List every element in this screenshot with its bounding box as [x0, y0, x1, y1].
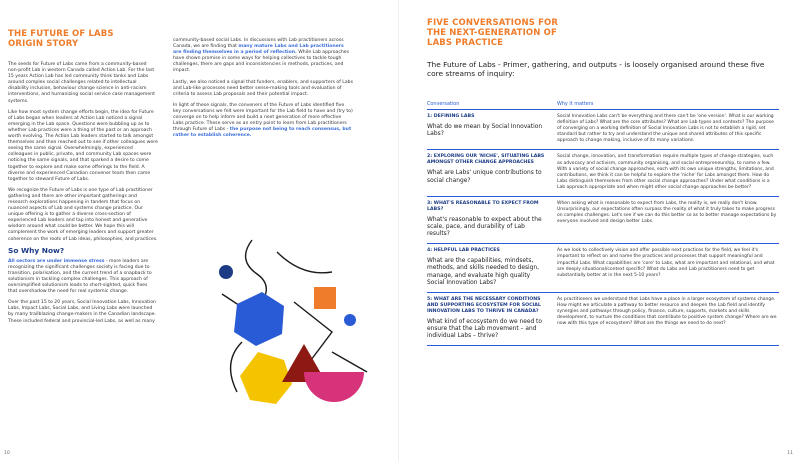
- page-spine: [398, 0, 399, 461]
- right-title-line-2: THE NEXT-GENERATION OF: [427, 28, 557, 38]
- conversation-label: 4: HELPFUL LAB PRACTICES: [427, 248, 500, 254]
- conversation-question: What kind of ecosystem do we need to ensure that the Lab movement – and individual Labs – thrive?: [427, 318, 542, 339]
- navy-dot: [219, 265, 233, 279]
- conversation-cell: [427, 297, 557, 340]
- right-page-title: [427, 18, 727, 48]
- conversation-question: What's reasonable to expect about the scale, pace, and durability of Lab results?: [427, 217, 542, 238]
- origin-paragraph-2: Like how most system change efforts begin, the idea for Future of Labs began when leaders at Action Lab noticed a signal emerging in the Lab space. Questions were bubbling up as to whether Lab practices were a thing of the past or an approach worth evolving. The Action Lab leaders started to talk amongst themselves and then reached out to see if other colleagues were seeing the same signal. Overwhelmingly, experienced colleagues in public, private, and community Lab spaces were noticing the same signals, and that sparked a desire to come together to explore and make some offerings to the field. A diverse and experienced Canadian convener team then came together to steward Future of Labs.: [8, 109, 158, 182]
- col2-p1-text-a: community-based social Labs. In discussions with Lab practitioners across Canada, we are finding that: [173, 38, 344, 50]
- conversation-label: 3: WHAT'S REASONABLE TO EXPECT FROM LABS?: [427, 201, 539, 213]
- table-row: [427, 150, 779, 197]
- curve-line-2: [277, 252, 332, 273]
- col2-paragraph-2: Lastly, we also noticed a signal that funders, enablers, and supporters of Labs and Lab-like processes need better sense-making tools and evaluation of criteria to assess Lab proposals and their potential impact.: [173, 79, 353, 97]
- orange-square: [314, 287, 336, 309]
- why-cell: Social Innovation Labs can't be everything and there can't be 'one version'. What is our working definition of Labs? What are the core attributes? What are Lab types and contexts? The purpose of converging on a working definition of Social Innovation Labs is not to establish a rigid, set standard but rather to try and understand the unique and shared attributes of this specific approach to change making, inclusive of its many variations.: [557, 114, 774, 144]
- why-now-paragraph-2: Over the past 15 to 20 years, Social Innovation Labs, Innovation Labs, Impact Labs, Social Labs, and Living Labs were launched by many trailblazing change-makers in the Canadian landscape. These included federal and provincial-led Labs, as well as many: [8, 300, 157, 324]
- yellow-hexagon: [240, 352, 292, 404]
- conversation-question: What are the capabilities, mindsets, methods, and skills needed to design, manage, and evaluate high quality Social Innovation Labs?: [427, 258, 540, 286]
- table-row: [427, 197, 779, 244]
- blue-hexagon: [234, 292, 284, 346]
- right-title-line-1: FIVE CONVERSATIONS FOR: [427, 18, 559, 28]
- column-header-why: Why it matters: [557, 101, 594, 107]
- col2-p1-text-b: While Lab approaches have shown promise in some ways for helping collectives to tackle tough challenges, there are gaps and inconsistencies in methods, practices, and impact.: [173, 50, 349, 74]
- left-title-line-2: ORIGIN STORY: [8, 39, 79, 49]
- conversation-cell: [427, 201, 557, 238]
- origin-paragraph-3: We recognize the Future of Labs is one type of Lab practitioner gathering and there are other important gatherings and research explorations happening in tandem that focus on nuanced aspects of Lab and systems change practice. Our unique offering is to gather a diverse cross-section of experienced Lab leaders and tap into honest and generative wisdom around what could be better. We hope this will complement the work of emerging leaders and support greater coherence on the roots of Lab ideas, philosophies, and practices.: [8, 187, 158, 242]
- right-title-line-3: LABS PRACTICE: [427, 38, 504, 48]
- why-now-paragraph-1: [8, 259, 158, 296]
- col2-p3-highlight: the purpose not being to reach consensus, but rather to establish coherence.: [173, 127, 352, 139]
- geometric-illustration: [182, 232, 392, 457]
- why-now-heading: So Why Now?: [8, 245, 65, 255]
- why-cell: As we look to collectively vision and offer possible next practices for the field, we feel it's important to reflect on and name the practices and processes that support meaningful and impactful Labs. What capabilities are 'core' to Labs, what are important and relational, and what are deeply situational/context specific? What do Labs and Lab practitioners need to get substantially better at in the next 5-10 years?: [557, 248, 775, 278]
- left-column-2: [173, 38, 353, 144]
- conversation-cell: [427, 114, 557, 144]
- conversation-cell: [427, 154, 557, 191]
- conversation-question: What are Labs' unique contributions to social change?: [427, 170, 542, 184]
- origin-paragraph-1: The seeds for Future of Labs came from a community-based non-profit Lab in western Canada called Action Lab. For the last 15 years Action Lab has led community think tanks and Labs around complex social challenges related to intellectual disability inclusion, behaviour change science in anti-racism interventions, and humanizing social service case management systems.: [8, 62, 155, 104]
- why-now-text: - more leaders are recognizing the significant challenges society is facing due to transition, polarisation, and the current trend of a snapback to solutionism in tackling complex challenges. This approach of oversimplified solutionism leads to short-sighted, quick fixes that overshadow the need for real systemic change.: [8, 258, 152, 295]
- blue-dot: [344, 314, 356, 326]
- left-page-title: [8, 29, 138, 49]
- table-row: [427, 110, 779, 150]
- left-column-1: [8, 62, 158, 330]
- page-number-left: 10: [4, 451, 10, 456]
- col2-p3-text: In light of these signals, the conveners of the Future of Labs identified five key conversations we felt were important for the Lab field to have and (try to) converge on to help inform and build a next generation of more effective Labs practice. These serve as an entry point to learn from Lab practitioners through Future of Labs -: [173, 102, 353, 133]
- curve-line-3: [231, 342, 242, 392]
- left-title-line-1: THE FUTURE OF LABS: [8, 29, 114, 39]
- intro-text: The Future of Labs - Primer, gathering, and outputs - is loosely organised around these five core streams of inquiry:: [427, 60, 765, 78]
- conversation-question: What do we mean by Social Innovation Labs?: [427, 124, 543, 138]
- conversations-table: [427, 98, 779, 346]
- why-cell: As practitioners we understand that Labs have a place in a larger ecosystem of systems change. How might we articulate a pathway to better resource and deepen the Lab field and identify synergies and pathways through policy, finance, culture, supports, markets and skills development, to nurture the conditions that contribute to positive system change? Where are we now with this type of ecosystem? What are the things we need to do next?: [557, 296, 777, 327]
- why-now-highlight: All sectors are under immense stress: [8, 258, 105, 264]
- table-header: [427, 98, 779, 110]
- column-header-conversation: Conversation: [427, 101, 460, 107]
- why-cell: Social change, innovation, and transformation require multiple types of change strategies, such as advocacy and activism, community organising, and social entrepreneurship, to name a few. With a variety of social change approaches, each with its own unique strengths, limitations, and contributions, we think it can be helpful to explore the 'niche' for Labs amongst them. How do Labs distinguish themselves from other social change approaches? Under what conditions is a Lab approach appropriate and when might other social change approaches be better?: [557, 154, 774, 190]
- page-number-right: 11: [787, 451, 793, 456]
- straight-line-2: [332, 352, 367, 372]
- conversation-cell: [427, 248, 557, 286]
- table-row: [427, 244, 779, 292]
- table-row: [427, 293, 779, 346]
- conversation-label: 1: DEFINING LABS: [427, 114, 475, 119]
- magenta-half-circle: [304, 372, 364, 402]
- col2-p1-highlight: many mature Labs and Lab practitioners are finding themselves in a period of reflection.: [173, 44, 344, 56]
- col2-paragraph-3: [173, 103, 353, 140]
- why-cell: When asking what is reasonable to expect from Labs, the reality is, we really don't know. Unsurprisingly, our expectations often surpass the reality of what it truly takes to make progress on complex challenges. Let's see if we can do this better so as to better manage expectations by everyone involved and design better Labs.: [557, 201, 777, 225]
- conversation-label: 5: WHAT ARE THE NECESSARY CONDITIONS AND SUPPORTING ECOSYSTEM FOR SOCIAL INNOVATION LABS TO THRIVE IN CANADA?: [427, 296, 541, 314]
- conversation-label: 2: EXPLORING OUR 'NICHE', SITUATING LABS AMONGST OTHER CHANGE APPROACHES: [427, 154, 545, 166]
- col2-paragraph-1: [173, 38, 353, 75]
